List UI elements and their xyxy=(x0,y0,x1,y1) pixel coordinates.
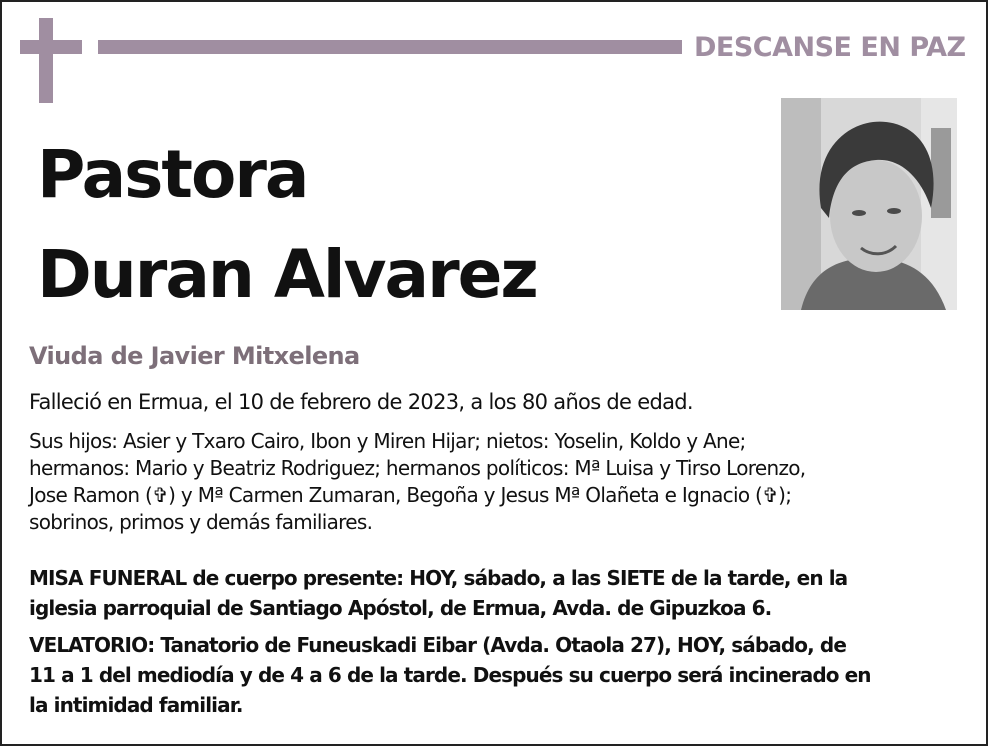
funeral-line: MISA FUNERAL de cuerpo presente: HOY, sábado, a las SIETE de la tarde, en la xyxy=(29,566,848,590)
family-line: Jose Ramon (✞) y Mª Carmen Zumaran, Begoña y Jesus Mª Olañeta e Ignacio (✞); xyxy=(29,483,792,507)
deceased-first-name: Pastora xyxy=(37,136,308,213)
family-list xyxy=(29,428,959,536)
header-label: DESCANSE EN PAZ xyxy=(694,32,966,63)
portrait-photo xyxy=(781,98,957,310)
wake-line: la intimidad familiar. xyxy=(29,693,243,717)
cross-icon-bar xyxy=(20,40,82,54)
family-line: hermanos: Mario y Beatriz Rodriguez; hermanos políticos: Mª Luisa y Tirso Lorenzo, xyxy=(29,456,806,480)
family-line: Sus hijos: Asier y Txaro Cairo, Ibon y Miren Hijar; nietos: Yoselin, Koldo y Ane; xyxy=(29,429,746,453)
funeral-line: iglesia parroquial de Santiago Apóstol, de Ermua, Avda. de Gipuzkoa 6. xyxy=(29,596,772,620)
wake-info xyxy=(29,630,959,720)
header-rule xyxy=(98,40,682,54)
deceased-surname: Duran Alvarez xyxy=(37,236,537,313)
death-statement: Falleció en Ermua, el 10 de febrero de 2023, a los 80 años de edad. xyxy=(29,390,693,414)
funeral-mass-info xyxy=(29,563,959,623)
wake-line: VELATORIO: Tanatorio de Funeuskadi Eibar (Avda. Otaola 27), HOY, sábado, de xyxy=(29,633,846,657)
cross-icon xyxy=(39,18,53,103)
wake-line: 11 a 1 del mediodía y de 4 a 6 de la tarde. Después su cuerpo será incinerado en xyxy=(29,663,871,687)
spouse-subtitle: Viuda de Javier Mitxelena xyxy=(29,342,360,370)
family-line: sobrinos, primos y demás familiares. xyxy=(29,510,373,534)
